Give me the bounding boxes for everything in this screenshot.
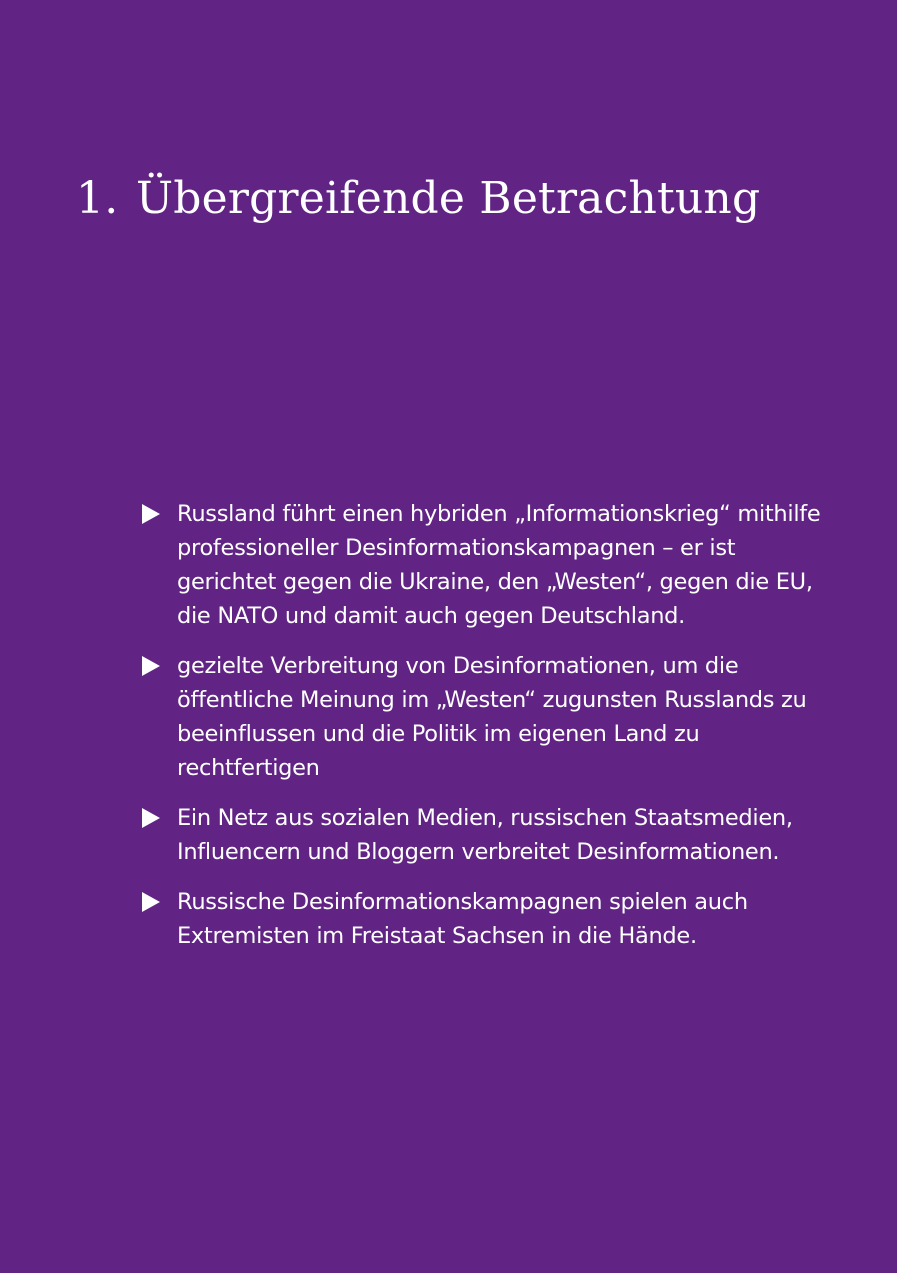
section-number: 1. bbox=[76, 173, 119, 224]
bullet-text: Russische Desinformationskampagnen spielen auch Extremisten im Freistaat Sachsen in die Hände. bbox=[177, 889, 748, 949]
bullet-item bbox=[140, 885, 840, 953]
triangle-right-icon bbox=[142, 504, 160, 524]
triangle-right-icon bbox=[142, 656, 160, 676]
bullet-text: gezielte Verbreitung von Desinformationen, um die öffentliche Meinung im „Westen“ zugunsten Russlands zu beeinflussen und die Politik im eigenen Land zu rechtfertigen bbox=[177, 653, 807, 781]
bullet-item bbox=[140, 801, 840, 869]
bullet-text: Russland führt einen hybriden „Informationskrieg“ mithilfe professioneller Desinformationskampagnen – er ist gerichtet gegen die Ukraine, den „Westen“, gegen die EU, die NATO und damit auch gegen Deutschland. bbox=[177, 501, 821, 629]
bullet-item bbox=[140, 649, 840, 785]
bullet-item bbox=[140, 497, 840, 633]
triangle-right-icon bbox=[142, 892, 160, 912]
triangle-right-icon bbox=[142, 808, 160, 828]
bullet-text: Ein Netz aus sozialen Medien, russischen Staatsmedien, Influencern und Bloggern verbreitet Desinformationen. bbox=[177, 805, 793, 865]
bullet-list bbox=[140, 497, 840, 969]
page-title bbox=[76, 168, 760, 230]
section-title: Übergreifende Betrachtung bbox=[136, 173, 761, 224]
